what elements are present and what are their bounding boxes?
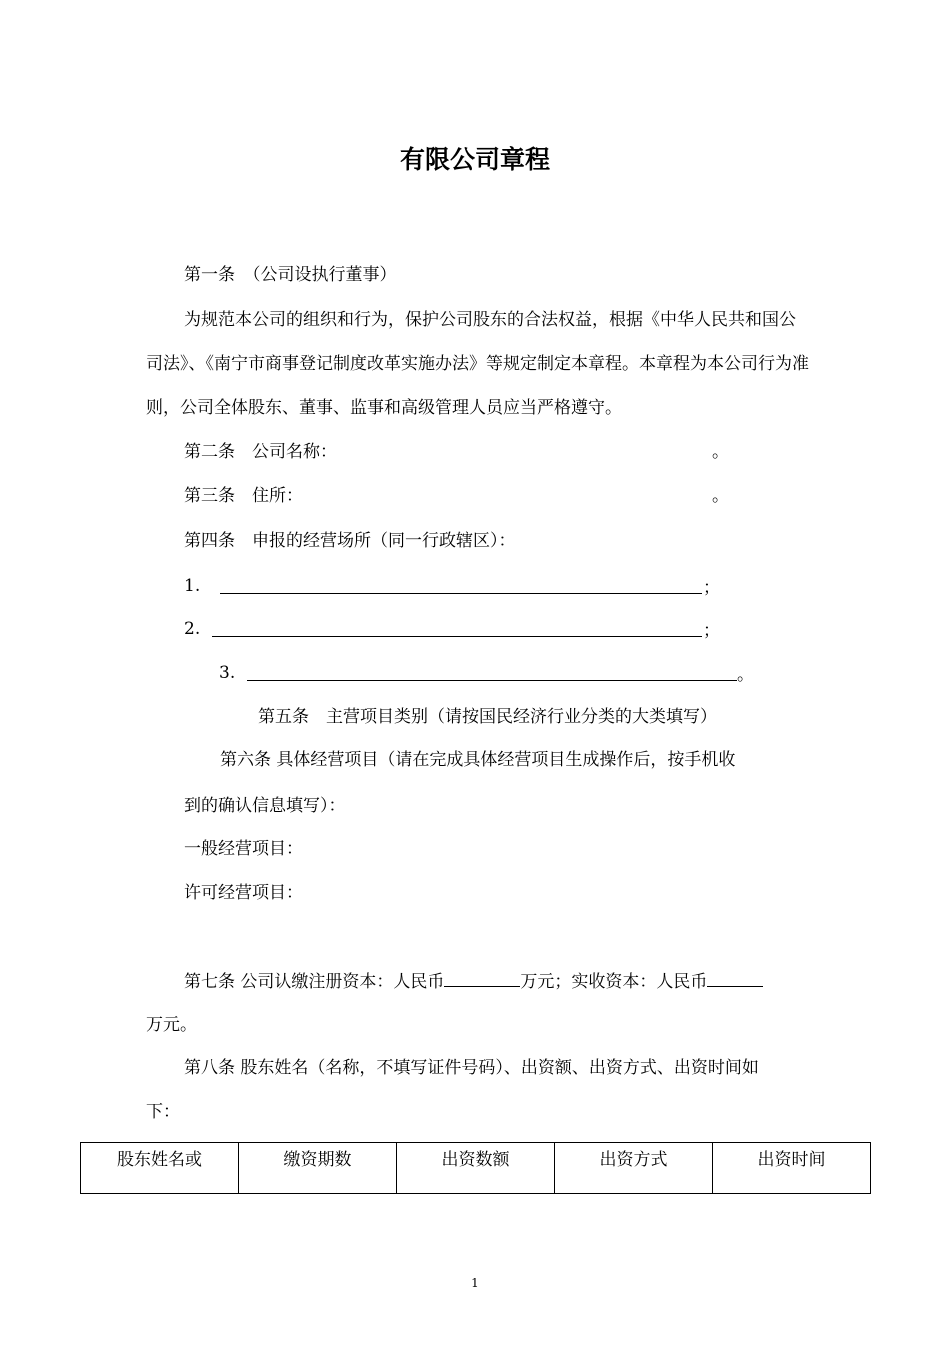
article-3-label: 第三条 住所： — [184, 486, 303, 506]
location-item-3-number: 3. — [219, 663, 236, 683]
shareholder-table — [80, 1142, 871, 1194]
header-payment-installment: 缴资期数 — [239, 1143, 397, 1194]
article-4-label: 第四条 申报的经营场所（同一行政辖区）： — [184, 531, 516, 551]
licensed-business-label: 许可经营项目： — [184, 883, 303, 903]
paid-in-capital-blank[interactable] — [707, 970, 763, 987]
registered-capital-blank[interactable] — [444, 970, 520, 987]
article-8-line-1: 第八条 股东姓名（名称，不填写证件号码）、出资额、出资方式、出资时间如 — [184, 1058, 759, 1078]
article-8-line-2: 下： — [146, 1102, 180, 1122]
location-item-1-number: 1. — [184, 576, 201, 596]
registered-capital-label: 第七条 公司认缴注册资本：人民币 — [184, 972, 445, 992]
article-1-heading: 第一条 （公司设执行董事） — [184, 265, 397, 285]
header-contribution-method: 出资方式 — [555, 1143, 713, 1194]
article-7-line-2: 万元。 — [146, 1015, 197, 1035]
paid-in-capital-label: 万元；实收资本：人民币 — [520, 972, 708, 992]
header-shareholder-name: 股东姓名或 — [81, 1143, 239, 1194]
page-number: 1 — [471, 1276, 479, 1290]
general-business-label: 一般经营项目： — [184, 839, 303, 859]
table-header-row — [81, 1143, 871, 1194]
location-item-3-end: 。 — [737, 665, 754, 685]
document-title: 有限公司章程 — [399, 145, 550, 174]
article-1-body: 为规范本公司的组织和行为，保护公司股东的合法权益，根据《中华人民共和国公司法》、《南宁市商事登记制度改革实施办法》等规定制定本章程。本章程为本公司行为准则，公司全体股东、董事、监事和高级管理人员应当严格遵守。 — [146, 310, 809, 418]
location-item-2-end: ； — [703, 621, 720, 641]
location-item-1-end: ； — [703, 578, 720, 598]
location-item-3-blank[interactable] — [247, 680, 737, 681]
article-6-line-1: 第六条 具体经营项目（请在完成具体经营项目生成操作后，按手机收 — [220, 750, 736, 770]
header-contribution-amount: 出资数额 — [397, 1143, 555, 1194]
article-6-line-2: 到的确认信息填写）： — [184, 796, 346, 816]
location-item-2-blank[interactable] — [212, 636, 702, 637]
header-contribution-time: 出资时间 — [713, 1143, 871, 1194]
location-item-2-number: 2. — [184, 619, 201, 639]
article-2-end: 。 — [712, 442, 729, 462]
article-7-line-1 — [184, 970, 763, 993]
location-item-1-blank[interactable] — [220, 593, 702, 594]
article-3-end: 。 — [712, 486, 729, 506]
article-5-label: 第五条 主营项目类别（请按国民经济行业分类的大类填写） — [258, 707, 717, 727]
article-2-label: 第二条 公司名称： — [184, 442, 337, 462]
